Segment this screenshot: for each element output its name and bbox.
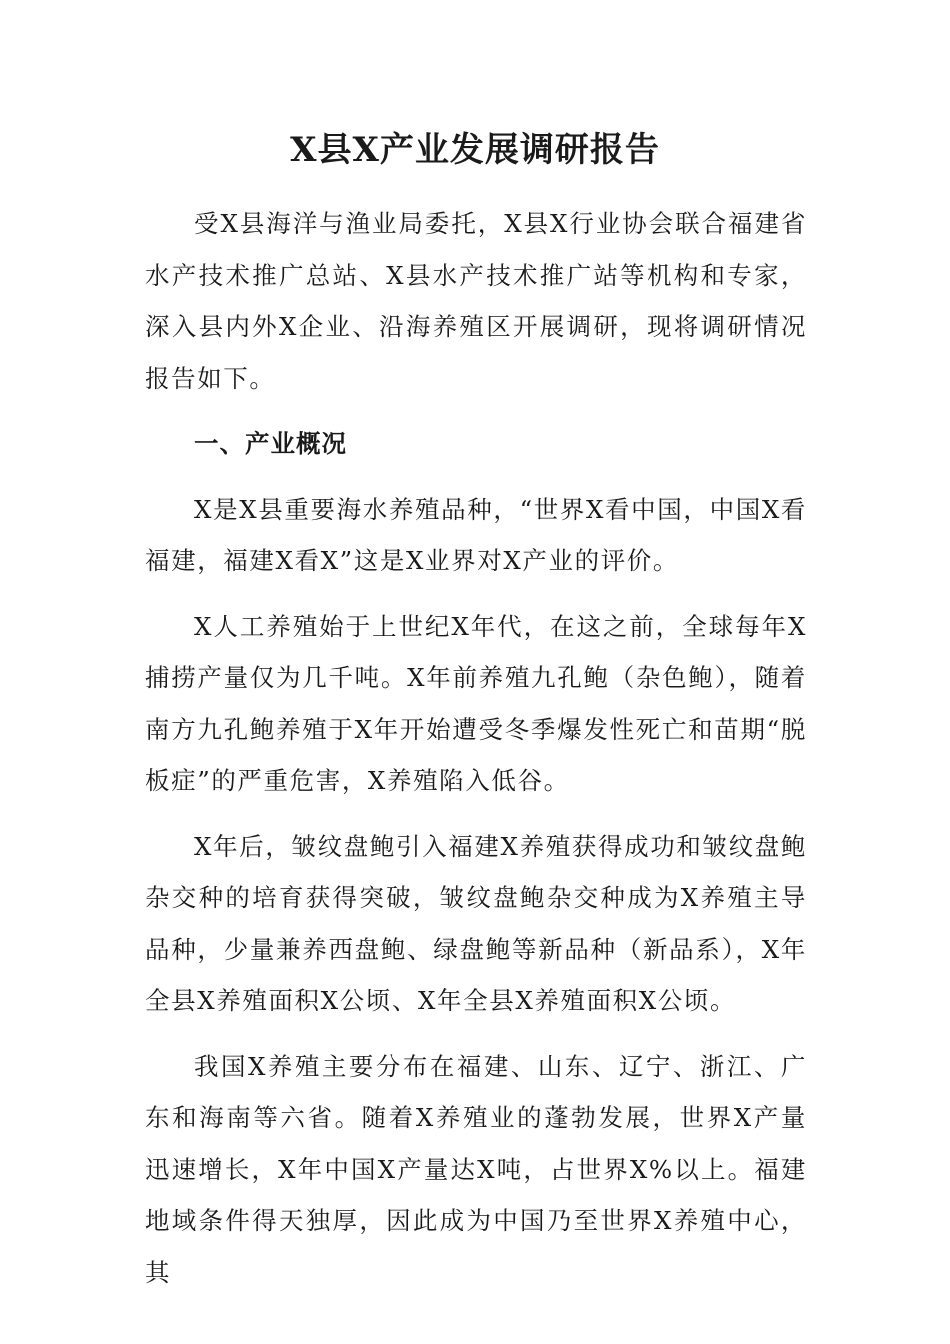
body-paragraph: X年后，皱纹盘鲍引入福建X养殖获得成功和皱纹盘鲍杂交种的培育获得突破，皱纹盘鲍杂交种成为X养殖主导品种，少量兼养西盘鲍、绿盘鲍等新品种（新品系），X年全县X养殖面积X公顷、X年全县X养殖面积X公顷。: [145, 831, 807, 1015]
section-heading: 一、产业概况: [194, 429, 347, 458]
body-paragraph: 我国X养殖主要分布在福建、山东、辽宁、浙江、广东和海南等六省。随着X养殖业的蓬勃发展，世界X产量迅速增长，X年中国X产量达X吨，占世界X%以上。福建地域条件得天独厚，因此成为中国乃至世界X养殖中心，其: [145, 1051, 807, 1287]
body-paragraph: X是X县重要海水养殖品种，“世界X看中国，中国X看福建，福建X看X”这是X业界对X产业的评价。: [145, 494, 807, 575]
document-title: X县X产业发展调研报告: [290, 130, 660, 170]
document-body: [145, 198, 807, 1312]
intro-paragraph: 受X县海洋与渔业局委托，X县X行业协会联合福建省水产技术推广总站、X县水产技术推广站等机构和专家，深入县内外X企业、沿海养殖区开展调研，现将调研情况报告如下。: [145, 209, 807, 393]
body-paragraph: X人工养殖始于上世纪X年代，在这之前，全球每年X捕捞产量仅为几千吨。X年前养殖九孔鲍（杂色鲍），随着南方九孔鲍养殖于X年开始遭受冬季爆发性死亡和苗期“脱板症”的严重危害，X养殖陷入低谷。: [145, 611, 807, 795]
